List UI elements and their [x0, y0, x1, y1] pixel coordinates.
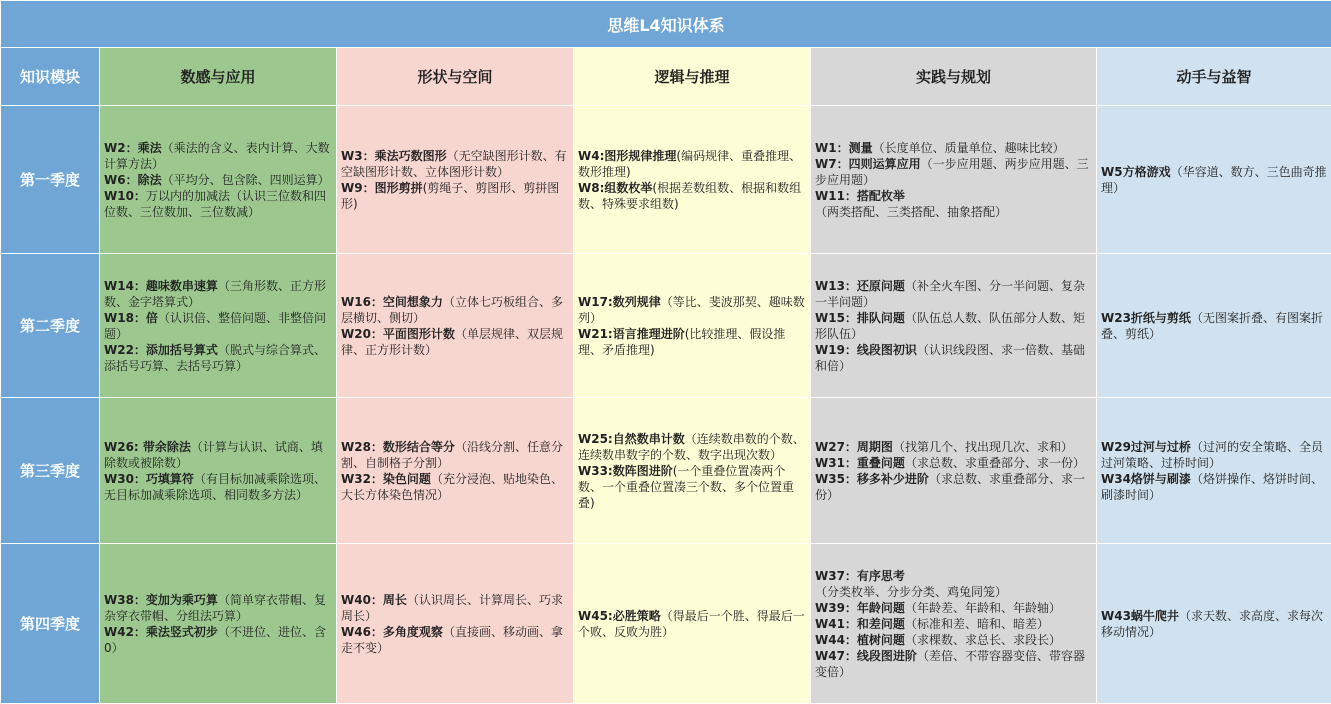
topic-entry — [341, 326, 570, 358]
topic-detail: （不进位、进位、含0） — [104, 625, 326, 655]
column-header: 形状与空间 — [337, 48, 574, 106]
topic-detail: （无图案折叠、有图案折叠、剪纸） — [1101, 311, 1323, 341]
topic-detail: （烙饼操作、烙饼时间、刷漆时间） — [1101, 472, 1323, 502]
week-topic-title: W37：有序思考 — [815, 569, 905, 583]
week-topic-title: W35：移多补少进阶 — [815, 472, 929, 486]
week-topic-title: W42：乘法竖式初步 — [104, 625, 218, 639]
topic-detail: （认识线段图、求一倍数、基础和倍） — [815, 343, 1085, 373]
week-topic-title: W40：周长 — [341, 593, 407, 607]
season-row — [1, 254, 1331, 398]
topic-entry — [578, 608, 807, 640]
week-topic-title: W28：数形结合等分 — [341, 440, 455, 454]
topic-detail: （差倍、不带容器变倍、带容器变倍） — [815, 649, 1085, 679]
week-topic-title: W34烙饼与刷漆 — [1101, 472, 1191, 486]
topic-detail: (编码规律、重叠推理、数形推理) — [578, 149, 801, 179]
topic-detail: （单层规律、双层规律、正方形计数） — [341, 327, 563, 357]
column-header: 数感与应用 — [100, 48, 337, 106]
topic-detail: 万以内的加减法（认识三位数和四位数、三位数加、三位数减） — [104, 189, 326, 219]
table-title: 思维L4知识体系 — [1, 1, 1331, 48]
topic-entry — [815, 140, 1093, 156]
topic-cell — [811, 254, 1097, 398]
topic-detail: (比较推理、假设推理、矛盾推理) — [578, 327, 785, 357]
topic-entry — [815, 439, 1093, 455]
topic-entry — [815, 471, 1093, 503]
week-topic-title: W1：测量 — [815, 141, 873, 155]
topic-detail: （无空缺图形计数、有空缺图形计数、立体图形计数） — [341, 149, 567, 179]
week-topic-title: W45:必胜策略 — [578, 609, 661, 623]
topic-entry — [341, 471, 570, 503]
topic-entry — [578, 463, 807, 511]
topic-entry — [104, 342, 333, 374]
week-topic-title: W31：重叠问题 — [815, 456, 905, 470]
topic-detail: （求总数、求重叠部分、求一份） — [815, 472, 1085, 502]
topic-detail: （标准和差、暗和、暗差） — [905, 617, 1049, 631]
topic-detail: （脱式与综合算式、添括号巧算、去括号巧算） — [104, 343, 326, 373]
topic-detail: （有目标加减乘除选项、无目标加减乘除选项、相同数多方法） — [104, 472, 326, 502]
week-topic-title: W33:数阵图进阶 — [578, 464, 673, 478]
topic-cell — [1097, 254, 1331, 398]
topic-entry — [104, 310, 333, 342]
week-topic-title: W11：搭配枚举 — [815, 189, 905, 203]
week-topic-title: W46：多角度观察 — [341, 625, 443, 639]
topic-entry — [1101, 608, 1328, 640]
week-topic-title: W2：乘法 — [104, 141, 162, 155]
week-topic-title: W21:语言推理进阶 — [578, 327, 685, 341]
topic-entry — [104, 624, 333, 656]
topic-detail: (一个重叠位置凑两个数、一个重叠位置凑三个数、多个位置重叠) — [578, 464, 794, 510]
topic-entry — [578, 431, 807, 463]
column-header: 实践与规划 — [811, 48, 1097, 106]
topic-entry — [104, 592, 333, 624]
topic-entry — [815, 455, 1093, 471]
topic-detail: （求天数、求高度、求每次移动情况） — [1101, 609, 1323, 639]
topic-cell — [100, 544, 337, 704]
topic-entry — [341, 624, 570, 656]
topic-detail: （分类枚举、分步分类、鸡兔同笼） — [815, 585, 1007, 599]
week-topic-title: W19：线段图初识 — [815, 343, 917, 357]
topic-entry — [104, 172, 333, 188]
topic-entry — [578, 148, 807, 180]
topic-detail: （一步应用题、两步应用题、三步应用题） — [815, 157, 1089, 187]
topic-cell — [337, 254, 574, 398]
corner-header: 知识模块 — [1, 48, 100, 106]
week-topic-title: W29过河与过桥 — [1101, 440, 1191, 454]
topic-detail: （年龄差、年龄和、年龄轴） — [905, 601, 1061, 615]
topic-entry — [815, 156, 1093, 188]
topic-cell — [100, 398, 337, 544]
week-topic-title: W38：变加为乘巧算 — [104, 593, 218, 607]
topic-entry — [815, 278, 1093, 310]
topic-detail: (剪绳子、剪图形、剪拼图形) — [341, 181, 559, 211]
topic-entry — [1101, 471, 1328, 503]
topic-detail: （求棵数、求总长、求段长） — [905, 633, 1061, 647]
topic-detail: （找第几个、找出现几次、求和） — [893, 440, 1073, 454]
topic-entry — [815, 600, 1093, 616]
topic-entry — [341, 148, 570, 180]
week-topic-title: W39：年龄问题 — [815, 601, 905, 615]
week-topic-title: W3：乘法巧数图形 — [341, 149, 447, 163]
topic-detail: （沿线分割、任意分割、自制格子分割） — [341, 440, 563, 470]
week-topic-title: W23折纸与剪纸 — [1101, 311, 1191, 325]
week-topic-title: W17:数列规律 — [578, 295, 661, 309]
week-topic-title: W20：平面图形计数 — [341, 327, 455, 341]
topic-detail: （过河的安全策略、全员过河策略、过桥时间） — [1101, 440, 1323, 470]
week-topic-title: W7：四则运算应用 — [815, 157, 921, 171]
topic-cell — [1097, 544, 1331, 704]
topic-entry — [1101, 439, 1328, 471]
topic-cell — [337, 106, 574, 254]
week-topic-title: W6：除法 — [104, 173, 162, 187]
topic-cell — [100, 106, 337, 254]
topic-entry — [578, 180, 807, 212]
week-topic-title: W27：周期图 — [815, 440, 893, 454]
topic-entry — [578, 294, 807, 326]
topic-entry — [578, 326, 807, 358]
topic-detail: （认识倍、整倍问题、非整倍问题） — [104, 311, 326, 341]
week-topic-title: W30：巧填算符 — [104, 472, 194, 486]
topic-entry — [815, 310, 1093, 342]
topic-cell — [337, 544, 574, 704]
topic-detail: (根据差数组数、根据和数组数、特殊要求组数) — [578, 181, 801, 211]
topic-entry — [341, 439, 570, 471]
week-topic-title: W8:组数枚举 — [578, 181, 652, 195]
week-topic-title: W16：空间想象力 — [341, 295, 443, 309]
topic-cell — [574, 254, 811, 398]
topic-entry — [815, 648, 1093, 680]
column-header: 动手与益智 — [1097, 48, 1331, 106]
topic-entry — [815, 632, 1093, 648]
week-topic-title: W13：还原问题 — [815, 279, 905, 293]
topic-detail: （直接画、移动画、拿走不变） — [341, 625, 563, 655]
topic-cell — [574, 398, 811, 544]
topic-detail: （队伍总人数、队伍部分人数、矩形队伍） — [815, 311, 1085, 341]
topic-detail: （充分浸泡、贴地染色、大长方体染色情况） — [341, 472, 563, 502]
week-topic-title: W10： — [104, 189, 146, 203]
topic-entry — [104, 278, 333, 310]
topic-entry — [1101, 164, 1328, 196]
topic-cell — [811, 398, 1097, 544]
topic-cell — [574, 106, 811, 254]
topic-detail: （乘法的含义、表内计算、大数计算方法） — [104, 141, 330, 171]
week-topic-title: W5方格游戏 — [1101, 165, 1171, 179]
week-topic-title: W4:图形规律推理 — [578, 149, 676, 163]
topic-entry — [341, 294, 570, 326]
week-topic-title: W15：排队问题 — [815, 311, 905, 325]
topic-cell — [574, 544, 811, 704]
topic-detail: （补全火车图、分一半问题、复杂一半问题） — [815, 279, 1085, 309]
topic-detail: （简单穿衣带帽、复杂穿衣带帽、分组法巧算） — [104, 593, 326, 623]
week-topic-title: W25:自然数串计数 — [578, 432, 685, 446]
topic-detail: （华容道、数方、三色曲奇推理） — [1101, 165, 1327, 195]
topic-cell — [337, 398, 574, 544]
topic-cell — [811, 544, 1097, 704]
topic-entry — [1101, 310, 1328, 342]
topic-entry — [815, 188, 1093, 220]
week-topic-title: W41：和差问题 — [815, 617, 905, 631]
season-label: 第三季度 — [1, 398, 100, 544]
topic-entry — [104, 140, 333, 172]
season-row — [1, 106, 1331, 254]
topic-entry — [341, 180, 570, 212]
week-topic-title: W22：添加括号算式 — [104, 343, 218, 357]
topic-detail: （认识周长、计算周长、巧求周长） — [341, 593, 563, 623]
topic-entry — [815, 616, 1093, 632]
topic-entry — [815, 568, 1093, 600]
season-row — [1, 398, 1331, 544]
week-topic-title: W43蜗牛爬井 — [1101, 609, 1179, 623]
topic-detail: （立体七巧板组合、多层横切、侧切） — [341, 295, 563, 325]
week-topic-title: W44：植树问题 — [815, 633, 905, 647]
topic-detail: （平均分、包含除、四则运算） — [162, 173, 330, 187]
topic-detail: （三角形数、正方形数、金字塔算式） — [104, 279, 326, 309]
topic-entry — [815, 342, 1093, 374]
topic-detail: （求总数、求重叠部分、求一份） — [905, 456, 1085, 470]
topic-detail: （长度单位、质量单位、趣味比较） — [873, 141, 1065, 155]
topic-entry — [104, 471, 333, 503]
topic-detail: （得最后一个胜、得最后一个败、反败为胜） — [578, 609, 805, 639]
topic-detail: （计算与认识、试商、填除数或被除数） — [104, 440, 323, 470]
column-header: 逻辑与推理 — [574, 48, 811, 106]
season-label: 第二季度 — [1, 254, 100, 398]
week-topic-title: W14：趣味数串速算 — [104, 279, 218, 293]
week-topic-title: W9：图形剪拼 — [341, 181, 423, 195]
week-topic-title: W26: 带余除法 — [104, 440, 191, 454]
season-row — [1, 544, 1331, 704]
topic-entry — [104, 439, 333, 471]
topic-cell — [1097, 106, 1331, 254]
topic-detail: （连续数串数的个数、连续数串数字的个数、数字出现次数） — [578, 432, 805, 462]
topic-cell — [811, 106, 1097, 254]
week-topic-title: W18：倍 — [104, 311, 158, 325]
week-topic-title: W47：线段图进阶 — [815, 649, 917, 663]
topic-detail: （等比、斐波那契、趣味数列） — [578, 295, 805, 325]
topic-entry — [341, 592, 570, 624]
topic-cell — [100, 254, 337, 398]
topic-entry — [104, 188, 333, 220]
week-topic-title: W32：染色问题 — [341, 472, 431, 486]
season-label: 第一季度 — [1, 106, 100, 254]
season-label: 第四季度 — [1, 544, 100, 704]
topic-detail: （两类搭配、三类搭配、抽象搭配） — [815, 205, 1007, 219]
topic-cell — [1097, 398, 1331, 544]
